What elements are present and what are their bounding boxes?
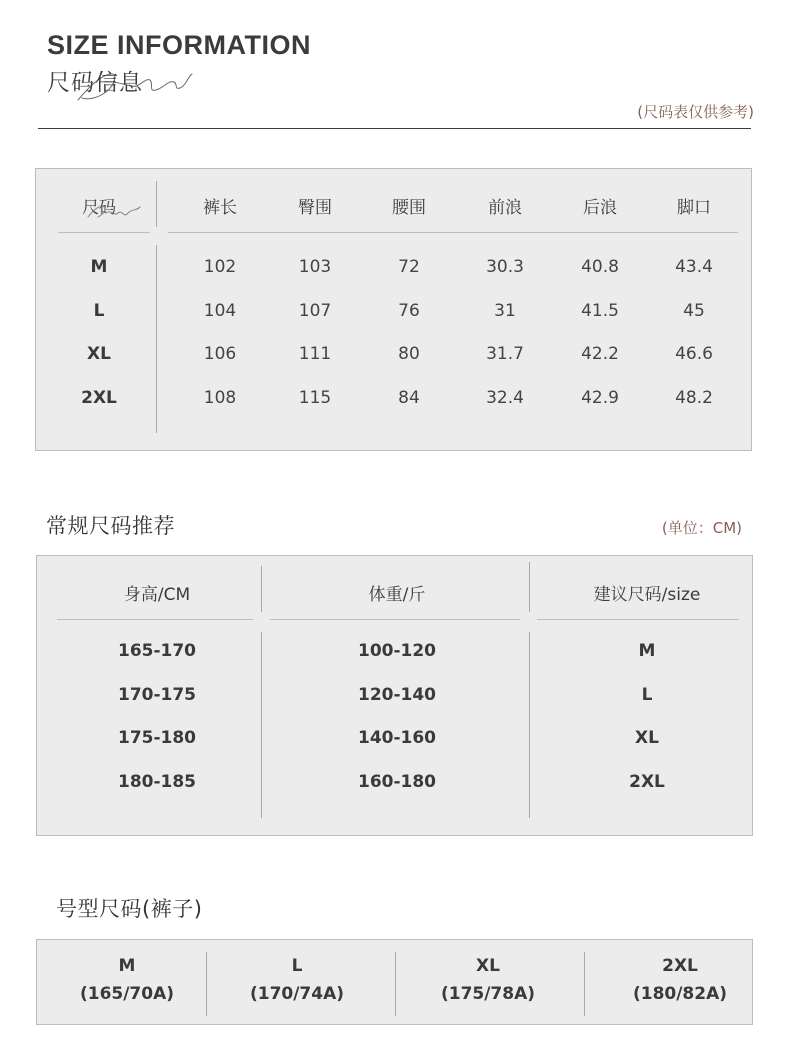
size-recommendation-table [36, 555, 753, 836]
model-size-item [37, 952, 217, 1008]
height-value: 180-185 [117, 772, 197, 792]
size-header-label: 尺码 [82, 198, 116, 218]
column-divider [395, 952, 396, 1016]
table-cell: 102 [203, 257, 237, 277]
header-rule [58, 232, 150, 233]
column-divider [156, 245, 157, 433]
header-height: 身高/CM [123, 585, 191, 605]
model-size-label: M [118, 956, 136, 976]
model-size-item [398, 952, 578, 1008]
header-rule [270, 619, 520, 620]
table-cell: 84 [398, 388, 420, 408]
table-cell: 72 [398, 257, 420, 277]
model-size-code: (165/70A) [79, 984, 175, 1004]
header-waist: 腰围 [392, 198, 426, 218]
size-label: 2XL [81, 388, 117, 408]
height-value: 170-175 [117, 685, 197, 705]
model-size-code: (170/74A) [249, 984, 345, 1004]
size-label: L [93, 301, 105, 321]
page-title-cn: 尺码信息 [47, 70, 143, 96]
column-divider [584, 952, 585, 1016]
weight-value: 160-180 [357, 772, 437, 792]
table-cell: 31.7 [486, 344, 524, 364]
table-cell: 115 [298, 388, 332, 408]
model-size-label: 2XL [662, 956, 698, 976]
column-divider [529, 562, 530, 612]
table-cell: 32.4 [486, 388, 524, 408]
table-cell: 42.9 [581, 388, 619, 408]
table-cell: 104 [203, 301, 237, 321]
suggested-size-value: M [638, 641, 656, 661]
model-size-label: L [291, 956, 303, 976]
suggested-size-value: 2XL [629, 772, 665, 792]
model-size-code: (180/82A) [632, 984, 728, 1004]
table-cell: 45 [683, 301, 705, 321]
page-title-en: SIZE INFORMATION [47, 30, 311, 60]
column-divider [156, 181, 157, 227]
height-value: 165-170 [117, 641, 197, 661]
header-rule [57, 619, 253, 620]
table-cell: 43.4 [675, 257, 713, 277]
header-leg-opening: 脚口 [677, 198, 711, 218]
header-back-rise: 后浪 [583, 198, 617, 218]
table-cell: 108 [203, 388, 237, 408]
table-cell: 30.3 [486, 257, 524, 277]
table-cell: 42.2 [581, 344, 619, 364]
size-label: XL [87, 344, 111, 364]
unit-note: (单位：CM) [661, 519, 742, 537]
table-cell: 80 [398, 344, 420, 364]
table-cell: 106 [203, 344, 237, 364]
table-cell: 46.6 [675, 344, 713, 364]
table-cell: 41.5 [581, 301, 619, 321]
model-size-code: (175/78A) [440, 984, 536, 1004]
model-size-item [207, 952, 387, 1008]
size-label: M [90, 257, 108, 277]
header-suggested-size: 建议尺码/size [593, 585, 701, 605]
table-cell: 40.8 [581, 257, 619, 277]
header-front-rise: 前浪 [488, 198, 522, 218]
table-cell: 31 [494, 301, 516, 321]
weight-value: 100-120 [357, 641, 437, 661]
model-size-item [590, 952, 770, 1008]
table-cell: 48.2 [675, 388, 713, 408]
table-cell: 111 [298, 344, 332, 364]
model-size-label: XL [476, 956, 500, 976]
header-pants-length: 裤长 [203, 198, 237, 218]
reference-note: (尺码表仅供参考) [637, 103, 754, 121]
column-divider [261, 632, 262, 818]
suggested-size-value: XL [635, 728, 659, 748]
header-weight: 体重/斤 [368, 585, 426, 605]
header-hip: 臀围 [298, 198, 332, 218]
column-divider [529, 632, 530, 818]
column-divider [261, 566, 262, 612]
size-measurement-table [35, 168, 752, 451]
suggested-size-value: L [641, 685, 653, 705]
header-rule [168, 232, 738, 233]
size-script-decoration [84, 197, 144, 223]
model-size-section-title: 号型尺码(裤子) [56, 897, 203, 921]
header-rule [537, 619, 739, 620]
table-cell: 76 [398, 301, 420, 321]
height-value: 175-180 [117, 728, 197, 748]
table-cell: 107 [298, 301, 332, 321]
weight-value: 120-140 [357, 685, 437, 705]
model-size-table [36, 939, 753, 1025]
weight-value: 140-160 [357, 728, 437, 748]
header-divider [38, 128, 751, 129]
recommend-section-title: 常规尺码推荐 [46, 514, 175, 538]
table-cell: 103 [298, 257, 332, 277]
